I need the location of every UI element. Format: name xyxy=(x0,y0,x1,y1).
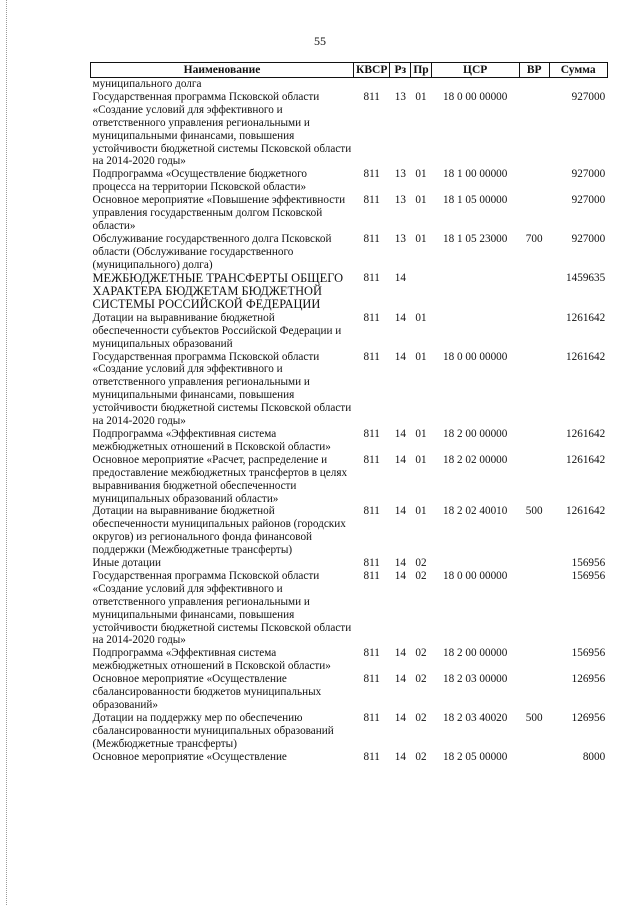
cell-rz: 13 xyxy=(394,232,406,245)
cell-rz: 13 xyxy=(394,194,406,207)
cell-pr: 01 xyxy=(415,168,427,181)
cell-csr: 18 2 02 40010 xyxy=(443,505,508,518)
header-rz: Рз xyxy=(390,63,411,78)
table-row xyxy=(91,428,608,454)
table-row xyxy=(91,233,608,272)
cell-csr xyxy=(431,272,519,312)
cell-name: Дотации на поддержку мер по обеспечению сбалансированности муниципальных образований (Межбюджетные трансферты) xyxy=(92,711,334,750)
cell-rz: 14 xyxy=(394,569,406,582)
table-row xyxy=(91,168,608,194)
cell-rz: 14 xyxy=(394,427,406,440)
cell-kvsr: 811 xyxy=(363,569,380,582)
cell-pr: 01 xyxy=(415,350,427,363)
cell-sum: 927000 xyxy=(571,194,606,207)
cell-name: Основное мероприятие «Расчет, распределение и предоставление межбюджетных трансфертов в целях выравнивания бюджетной обеспеченности муниципальных образований области» xyxy=(92,453,348,505)
cell-kvsr: 811 xyxy=(363,90,380,103)
cell-csr: 18 0 00 00000 xyxy=(443,90,508,103)
cell-sum: 1261642 xyxy=(566,453,606,466)
cell-vr xyxy=(519,272,549,312)
cell-pr: 02 xyxy=(415,673,427,686)
cell-rz: 13 xyxy=(394,168,406,181)
cell-csr: 18 2 02 00000 xyxy=(443,453,508,466)
cell-sum: 927000 xyxy=(571,232,606,245)
table-row xyxy=(91,647,608,673)
cell-sum: 927000 xyxy=(571,90,606,103)
cell-vr xyxy=(519,673,549,712)
cell-csr: 18 2 03 40020 xyxy=(443,711,508,724)
cell-name: Дотации на выравнивание бюджетной обеспеченности муниципальных районов (городских округов) из регионального фонда финансовой поддержки (Межбюджетные трансферты) xyxy=(92,505,346,557)
cell-sum: 126956 xyxy=(571,711,606,724)
cell-name: муниципального долга xyxy=(92,78,202,90)
cell-vr xyxy=(519,91,549,168)
cell-kvsr: 811 xyxy=(363,168,380,181)
cell-vr xyxy=(519,557,549,570)
cell-kvsr: 811 xyxy=(363,453,380,466)
cell-pr: 02 xyxy=(415,647,427,660)
cell-pr: 02 xyxy=(415,557,427,570)
table-row xyxy=(91,272,608,312)
cell-name: Подпрограмма «Эффективная система межбюджетных отношений в Псковской области» xyxy=(92,427,331,453)
table-row xyxy=(91,673,608,712)
cell-sum: 1459635 xyxy=(566,271,606,284)
cell-sum: 1261642 xyxy=(566,350,606,363)
cell-rz: 14 xyxy=(394,350,406,363)
header-sum: Сумма xyxy=(549,63,607,78)
cell-kvsr: 811 xyxy=(363,505,380,518)
cell-vr xyxy=(519,194,549,233)
cell-sum xyxy=(549,78,607,91)
cell-kvsr: 811 xyxy=(363,350,380,363)
cell-name: Подпрограмма «Осуществление бюджетного процесса на территории Псковской области» xyxy=(92,168,308,194)
cell-kvsr: 811 xyxy=(363,711,380,724)
table-header-row xyxy=(91,63,608,78)
cell-name: Государственная программа Псковской области «Создание условий для эффективного и ответственного управления региональными и муниципальными финансами, повышения устойчивости бюджетной системы Псковской области на 2014-2020 годы» xyxy=(92,569,352,647)
cell-pr: 02 xyxy=(415,750,427,763)
table-row xyxy=(91,751,608,764)
cell-pr xyxy=(411,78,431,91)
cell-vr xyxy=(519,428,549,454)
cell-sum: 1261642 xyxy=(566,505,606,518)
header-name: Наименование xyxy=(91,63,354,78)
cell-pr xyxy=(411,272,431,312)
cell-rz: 14 xyxy=(394,557,406,570)
cell-vr xyxy=(519,454,549,506)
table-row xyxy=(91,557,608,570)
cell-csr: 18 0 00 00000 xyxy=(443,569,508,582)
cell-csr: 18 2 00 00000 xyxy=(443,427,508,440)
cell-pr: 01 xyxy=(415,505,427,518)
cell-rz: 14 xyxy=(394,311,406,324)
cell-name: Дотации на выравнивание бюджетной обеспеченности субъектов Российской Федерации и муниципальных образований xyxy=(92,311,342,350)
cell-csr: 18 1 05 00000 xyxy=(443,194,508,207)
cell-pr: 01 xyxy=(415,194,427,207)
cell-name: Иные дотации xyxy=(92,557,161,570)
cell-vr xyxy=(519,78,549,91)
cell-vr xyxy=(519,351,549,428)
cell-vr xyxy=(519,168,549,194)
cell-sum: 126956 xyxy=(571,673,606,686)
cell-vr xyxy=(519,751,549,764)
cell-csr: 18 2 05 00000 xyxy=(443,750,508,763)
cell-kvsr: 811 xyxy=(363,271,380,284)
cell-kvsr xyxy=(354,78,390,91)
header-vr: ВР xyxy=(519,63,549,78)
cell-name: Основное мероприятие «Осуществление сбалансированности бюджетов муниципальных образований» xyxy=(92,673,322,711)
cell-rz: 14 xyxy=(394,271,406,284)
cell-vr xyxy=(519,647,549,673)
cell-kvsr: 811 xyxy=(363,194,380,207)
cell-vr xyxy=(519,312,549,351)
cell-csr: 18 2 00 00000 xyxy=(443,647,508,660)
cell-kvsr: 811 xyxy=(363,232,380,245)
cell-csr xyxy=(431,78,519,91)
table-row xyxy=(91,712,608,751)
cell-csr: 18 1 05 23000 xyxy=(443,232,508,245)
scan-edge xyxy=(0,0,7,905)
cell-rz: 14 xyxy=(394,647,406,660)
cell-name: Обслуживание государственного долга Псковской области (Обслуживание государственного (муниципального) долга) xyxy=(92,232,332,271)
cell-name: МЕЖБЮДЖЕТНЫЕ ТРАНСФЕРТЫ ОБЩЕГО ХАРАКТЕРА БЮДЖЕТАМ БЮДЖЕТНОЙ СИСТЕМЫ РОССИЙСКОЙ ФЕДЕРАЦИИ xyxy=(92,270,344,312)
table-row xyxy=(91,78,608,91)
cell-kvsr: 811 xyxy=(363,311,380,324)
cell-vr: 500 xyxy=(525,711,543,724)
cell-name: Государственная программа Псковской области «Создание условий для эффективного и ответственного управления региональными и муниципальными финансами, повышения устойчивости бюджетной системы Псковской области на 2014-2020 годы» xyxy=(92,90,352,168)
cell-sum: 1261642 xyxy=(566,427,606,440)
cell-rz: 14 xyxy=(394,673,406,686)
cell-csr xyxy=(431,557,519,570)
table-row xyxy=(91,570,608,647)
cell-rz: 13 xyxy=(394,90,406,103)
cell-pr: 01 xyxy=(415,232,427,245)
cell-pr: 01 xyxy=(415,90,427,103)
cell-csr: 18 1 00 00000 xyxy=(443,168,508,181)
table-row xyxy=(91,454,608,506)
cell-sum: 156956 xyxy=(571,569,606,582)
header-csr: ЦСР xyxy=(431,63,519,78)
cell-rz: 14 xyxy=(394,453,406,466)
cell-pr: 01 xyxy=(415,427,427,440)
cell-kvsr: 811 xyxy=(363,750,380,763)
cell-sum: 156956 xyxy=(571,557,606,570)
cell-pr: 01 xyxy=(415,311,427,324)
cell-rz: 14 xyxy=(394,505,406,518)
cell-kvsr: 811 xyxy=(363,427,380,440)
cell-vr: 700 xyxy=(525,232,543,245)
cell-rz: 14 xyxy=(394,711,406,724)
table-row xyxy=(91,91,608,168)
header-kvsr: КВСР xyxy=(354,63,390,78)
cell-sum: 927000 xyxy=(571,168,606,181)
cell-rz xyxy=(390,78,411,91)
cell-name: Подпрограмма «Эффективная система межбюджетных отношений в Псковской области» xyxy=(92,647,331,673)
cell-vr xyxy=(519,570,549,647)
budget-table xyxy=(90,62,608,764)
header-pr: Пр xyxy=(411,63,431,78)
table-row xyxy=(91,505,608,557)
cell-pr: 02 xyxy=(415,711,427,724)
cell-sum: 156956 xyxy=(571,647,606,660)
cell-csr: 18 2 03 00000 xyxy=(443,673,508,686)
cell-name: Основное мероприятие «Осуществление xyxy=(92,750,287,763)
cell-name: Основное мероприятие «Повышение эффективности управления государственным долгом Псковской области» xyxy=(92,194,346,232)
cell-vr: 500 xyxy=(525,505,543,518)
cell-pr: 01 xyxy=(415,453,427,466)
cell-csr xyxy=(431,312,519,351)
cell-kvsr: 811 xyxy=(363,673,380,686)
cell-name: Государственная программа Псковской области «Создание условий для эффективного и ответственного управления региональными и муниципальными финансами, повышения устойчивости бюджетной системы Псковской области на 2014-2020 годы» xyxy=(92,350,352,428)
table-row xyxy=(91,351,608,428)
cell-kvsr: 811 xyxy=(363,647,380,660)
cell-sum: 1261642 xyxy=(566,311,606,324)
table-row xyxy=(91,194,608,233)
page-number: 55 xyxy=(314,34,326,48)
cell-rz: 14 xyxy=(394,750,406,763)
table-row xyxy=(91,312,608,351)
cell-kvsr: 811 xyxy=(363,557,380,570)
cell-csr: 18 0 00 00000 xyxy=(443,350,508,363)
cell-pr: 02 xyxy=(415,569,427,582)
cell-sum: 8000 xyxy=(582,750,606,763)
